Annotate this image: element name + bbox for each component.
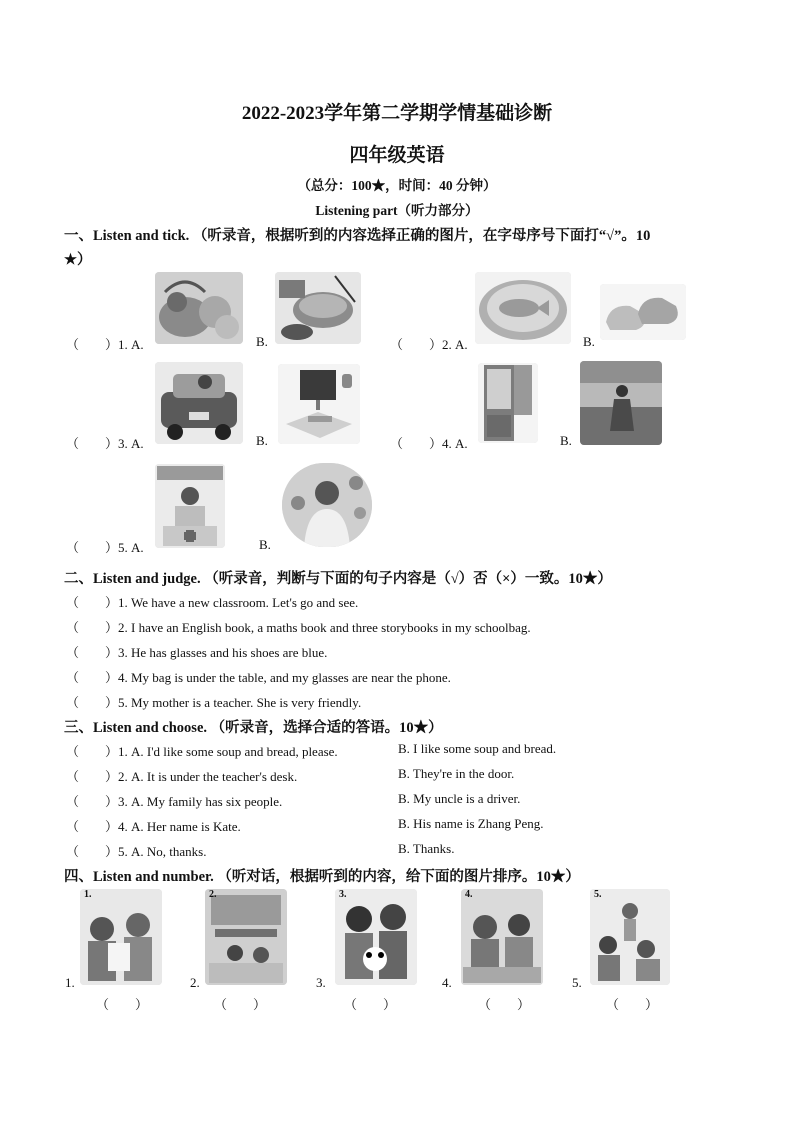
car-driver-picture [155, 362, 243, 444]
exam-info: （总分：100★，时间：40 分钟） [297, 178, 497, 193]
page-subtitle: 四年级英语 [349, 145, 445, 166]
vegetables-basket-picture [155, 272, 243, 344]
judge-item: （ ）4. My bag is under the table, and my glasses are near the phone. [66, 670, 451, 685]
section1-heading: 一、Listen and tick. （听录音，根据听到的内容选择正确的图片，在字母序号下面打“√”。10 [64, 228, 651, 244]
s1-item4-label: （ ）4. A. [390, 436, 468, 451]
nurse-picture [155, 464, 225, 548]
page-title: 2022-2023学年第二学期学情基础诊断 [241, 103, 553, 124]
kitchen-woman-picture [580, 361, 662, 445]
doctor-picture [282, 463, 372, 547]
s1-item3-label: （ ）3. A. [66, 436, 144, 451]
picture-tag: 4. [465, 889, 473, 900]
answer-blank: （ ） [344, 997, 397, 1012]
choose-item-a: （ ）1. A. I'd like some soup and bread, please. [66, 744, 338, 759]
judge-item: （ ）3. He has glasses and his shoes are blue. [66, 645, 328, 660]
number-label: 1. [65, 975, 75, 990]
picture-tag: 2. [209, 889, 217, 900]
picture-tag: 3. [339, 889, 347, 900]
choose-item-a: （ ）5. A. No, thanks. [66, 844, 207, 859]
dialog-picture-2 [205, 889, 287, 985]
section1-heading-cont: ★） [64, 252, 92, 268]
dialog-picture-4 [461, 889, 543, 985]
s1-item5-b: B. [259, 537, 271, 552]
picture-tag: 5. [594, 889, 602, 900]
fish-soup-bowl-picture [475, 272, 571, 344]
number-label: 3. [316, 975, 326, 990]
choose-item-b: B. I like some soup and bread. [398, 741, 557, 756]
dialog-picture-5 [590, 889, 670, 985]
choose-item-b: B. They're in the door. [398, 766, 515, 781]
computer-desk-picture [278, 364, 360, 444]
choose-item-a: （ ）2. A. It is under the teacher's desk. [66, 769, 298, 784]
judge-item: （ ）2. I have an English book, a maths book and three storybooks in my schoolbag. [66, 620, 531, 635]
s1-item1-label: （ ）1. A. [66, 337, 144, 352]
answer-blank: （ ） [96, 997, 149, 1012]
dialog-picture-1 [80, 889, 162, 985]
section4-heading: 四、Listen and number. （听对话，根据听到的内容，给下面的图片排序。10★） [64, 869, 580, 885]
choose-item-b: B. His name is Zhang Peng. [398, 816, 544, 831]
s1-item1-b: B. [256, 334, 268, 349]
choose-item-a: （ ）3. A. My family has six people. [66, 794, 283, 809]
judge-item: （ ）1. We have a new classroom. Let's go and see. [66, 595, 359, 610]
section3-heading: 三、Listen and choose. （听录音，选择合适的答语。10★） [64, 720, 443, 736]
number-label: 2. [190, 975, 200, 990]
choose-item-b: B. Thanks. [398, 841, 455, 856]
choose-item-b: B. My uncle is a driver. [398, 791, 521, 806]
dialog-picture-3 [335, 889, 417, 985]
answer-blank: （ ） [606, 997, 659, 1012]
fridge-picture [478, 363, 538, 443]
part-title: Listening part（听力部分） [315, 203, 479, 218]
number-label: 5. [572, 975, 582, 990]
number-label: 4. [442, 975, 452, 990]
answer-blank: （ ） [214, 997, 267, 1012]
choose-item-a: （ ）4. A. Her name is Kate. [66, 819, 241, 834]
judge-item: （ ）5. My mother is a teacher. She is very friendly. [66, 695, 362, 710]
shoes-picture [600, 284, 686, 340]
section2-heading: 二、Listen and judge. （听录音，判断与下面的句子内容是（√）否（×）一致。10★） [64, 571, 612, 587]
s1-item4-b: B. [560, 433, 572, 448]
answer-blank: （ ） [478, 997, 531, 1012]
s1-item5-label: （ ）5. A. [66, 540, 144, 555]
s1-item3-b: B. [256, 433, 268, 448]
s1-item2-b: B. [583, 334, 595, 349]
picture-tag: 1. [84, 889, 92, 900]
s1-item2-label: （ ）2. A. [390, 337, 468, 352]
noodle-meal-picture [275, 272, 361, 344]
